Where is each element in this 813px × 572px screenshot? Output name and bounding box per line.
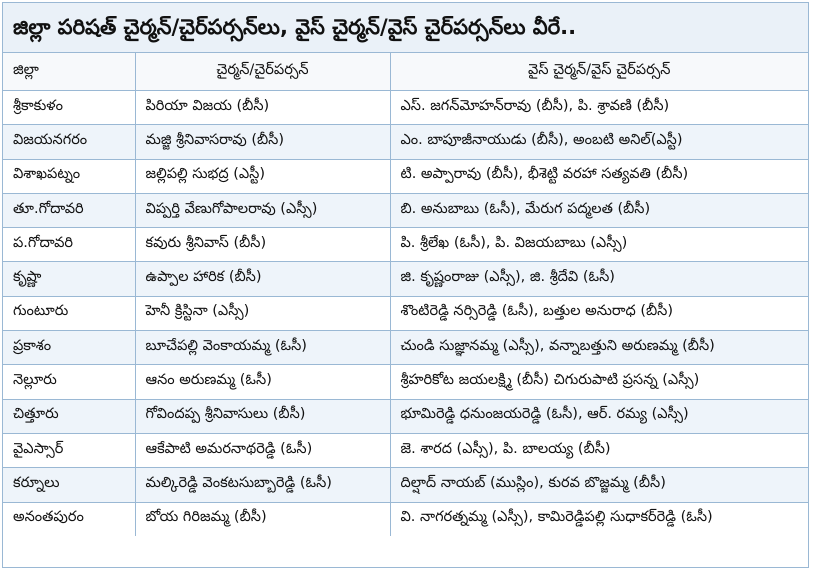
cell-vice-chairman: జి. కృష్ణంరాజు (ఎస్సీ), జి. శ్రీదేవి (ఓసీ) bbox=[390, 262, 808, 296]
cell-chairman: పిరియా విజయ (బీసీ) bbox=[135, 91, 390, 125]
column-header-district: జిల్లా bbox=[3, 53, 135, 91]
cell-chairman: మల్కిరెడ్డి వెంకటసుబ్బారెడ్డి (ఓసీ) bbox=[135, 468, 390, 502]
cell-vice-chairman: శొంటిరెడ్డి నర్సిరెడ్డి (ఓసీ), బత్తుల అనురాధ (బీసీ) bbox=[390, 296, 808, 330]
cell-vice-chairman: భూమిరెడ్డి ధనుంజయరెడ్డి (ఓసీ), ఆర్. రమ్య (ఎస్సీ) bbox=[390, 399, 808, 433]
cell-district: ప్రకాశం bbox=[3, 331, 135, 365]
cell-district: విశాఖపట్నం bbox=[3, 159, 135, 193]
column-header-vice-chairman: వైస్ చైర్మన్/వైస్ చైర్‌పర్సన్ bbox=[390, 53, 808, 91]
table-row bbox=[3, 159, 808, 193]
page-title: జిల్లా పరిషత్ చైర్మన్/చైర్‌పర్సన్‌లు, వైస్ చైర్మన్/వైస్ చైర్‌పర్సన్‌లు వీరే.. bbox=[3, 3, 808, 53]
cell-district: గుంటూరు bbox=[3, 296, 135, 330]
column-header-chairman: చైర్మన్/చైర్‌పర్సన్ bbox=[135, 53, 390, 91]
cell-chairman: కవురు శ్రీనివాస్ (బీసీ) bbox=[135, 228, 390, 262]
cell-chairman: గోవిందప్ప శ్రీనివాసులు (బీసీ) bbox=[135, 399, 390, 433]
cell-district: వైఎస్సార్ bbox=[3, 433, 135, 467]
cell-vice-chairman: టి. అప్పారావు (బీసీ), భీశెట్టి వరహా సత్యవతి (బీసీ) bbox=[390, 159, 808, 193]
cell-chairman: హెనీ క్రిస్టినా (ఎస్సీ) bbox=[135, 296, 390, 330]
cell-vice-chairman: ఎస్. జగన్‌మోహన్‌రావు (బీసీ), పి. శ్రావణి (బీసీ) bbox=[390, 91, 808, 125]
cell-chairman: జల్లిపల్లి సుభద్ర (ఎస్టీ) bbox=[135, 159, 390, 193]
cell-vice-chairman: పి. శ్రీలేఖ (ఓసీ), పి. విజయబాబు (ఎస్సీ) bbox=[390, 228, 808, 262]
table-row bbox=[3, 262, 808, 296]
cell-chairman: ఆనం అరుణమ్మ (ఓసీ) bbox=[135, 365, 390, 399]
cell-district: విజయనగరం bbox=[3, 125, 135, 159]
cell-district: ప.గోదావరి bbox=[3, 228, 135, 262]
cell-chairman: బూచేపల్లి వెంకాయమ్మ (ఓసీ) bbox=[135, 331, 390, 365]
cell-district: శ్రీకాకుళం bbox=[3, 91, 135, 125]
table-row bbox=[3, 296, 808, 330]
table-body bbox=[3, 91, 808, 536]
table-row bbox=[3, 125, 808, 159]
cell-vice-chairman: చుండి సుజ్ఞానమ్మ (ఎస్సీ), వన్నాబత్తుని అరుణమ్మ (బీసీ) bbox=[390, 331, 808, 365]
zp-chairman-table-card bbox=[2, 2, 809, 568]
chairman-table bbox=[3, 53, 808, 536]
cell-district: అనంతపురం bbox=[3, 502, 135, 536]
cell-vice-chairman: బి. అనుబాబు (ఓసీ), మేరుగ పద్మలత (బీసీ) bbox=[390, 193, 808, 227]
table-row bbox=[3, 399, 808, 433]
cell-chairman: ఆకేపాటి అమరనాథరెడ్డి (ఓసీ) bbox=[135, 433, 390, 467]
cell-vice-chairman: దిల్షాద్ నాయబ్ (ముస్లిం), కురవ బొజ్జమ్మ (బీసీ) bbox=[390, 468, 808, 502]
cell-vice-chairman: జె. శారద (ఎస్సీ), పి. బాలయ్య (బీసీ) bbox=[390, 433, 808, 467]
cell-district: చిత్తూరు bbox=[3, 399, 135, 433]
table-header-row bbox=[3, 53, 808, 91]
table-row bbox=[3, 433, 808, 467]
cell-vice-chairman: వి. నాగరత్నమ్మ (ఎస్సీ), కామిరెడ్డిపల్లి సుధాకర్‌రెడ్డి (ఓసీ) bbox=[400, 509, 713, 526]
table-row bbox=[3, 193, 808, 227]
cell-chairman: ఉప్పాల హారిక (బీసీ) bbox=[135, 262, 390, 296]
cell-district: కర్నూలు bbox=[3, 468, 135, 502]
cell-district: తూ.గోదావరి bbox=[3, 193, 135, 227]
cell-chairman: మజ్జి శ్రీనివాసరావు (బీసీ) bbox=[135, 125, 390, 159]
cell-district: నెల్లూరు bbox=[3, 365, 135, 399]
cell-vice-chairman: ఎం. బాపూజీనాయుడు (బీసీ), అంబటి అనిల్(ఎస్టీ) bbox=[390, 125, 808, 159]
table-row bbox=[3, 502, 808, 536]
cell-chairman: బోయ గిరిజమ్మ (బీసీ) bbox=[135, 502, 390, 536]
cell-vice-chairman: శ్రీహరికోట జయలక్ష్మి (బీసీ) చిగురుపాటి ప్రసన్న (ఎస్సీ) bbox=[390, 365, 808, 399]
table-row bbox=[3, 228, 808, 262]
cell-district: కృష్ణా bbox=[3, 262, 135, 296]
table-row bbox=[3, 91, 808, 125]
cell-chairman: విప్పర్తి వేణుగోపాలరావు (ఎస్సీ) bbox=[135, 193, 390, 227]
table-row bbox=[3, 468, 808, 502]
table-row bbox=[3, 331, 808, 365]
table-row bbox=[3, 365, 808, 399]
